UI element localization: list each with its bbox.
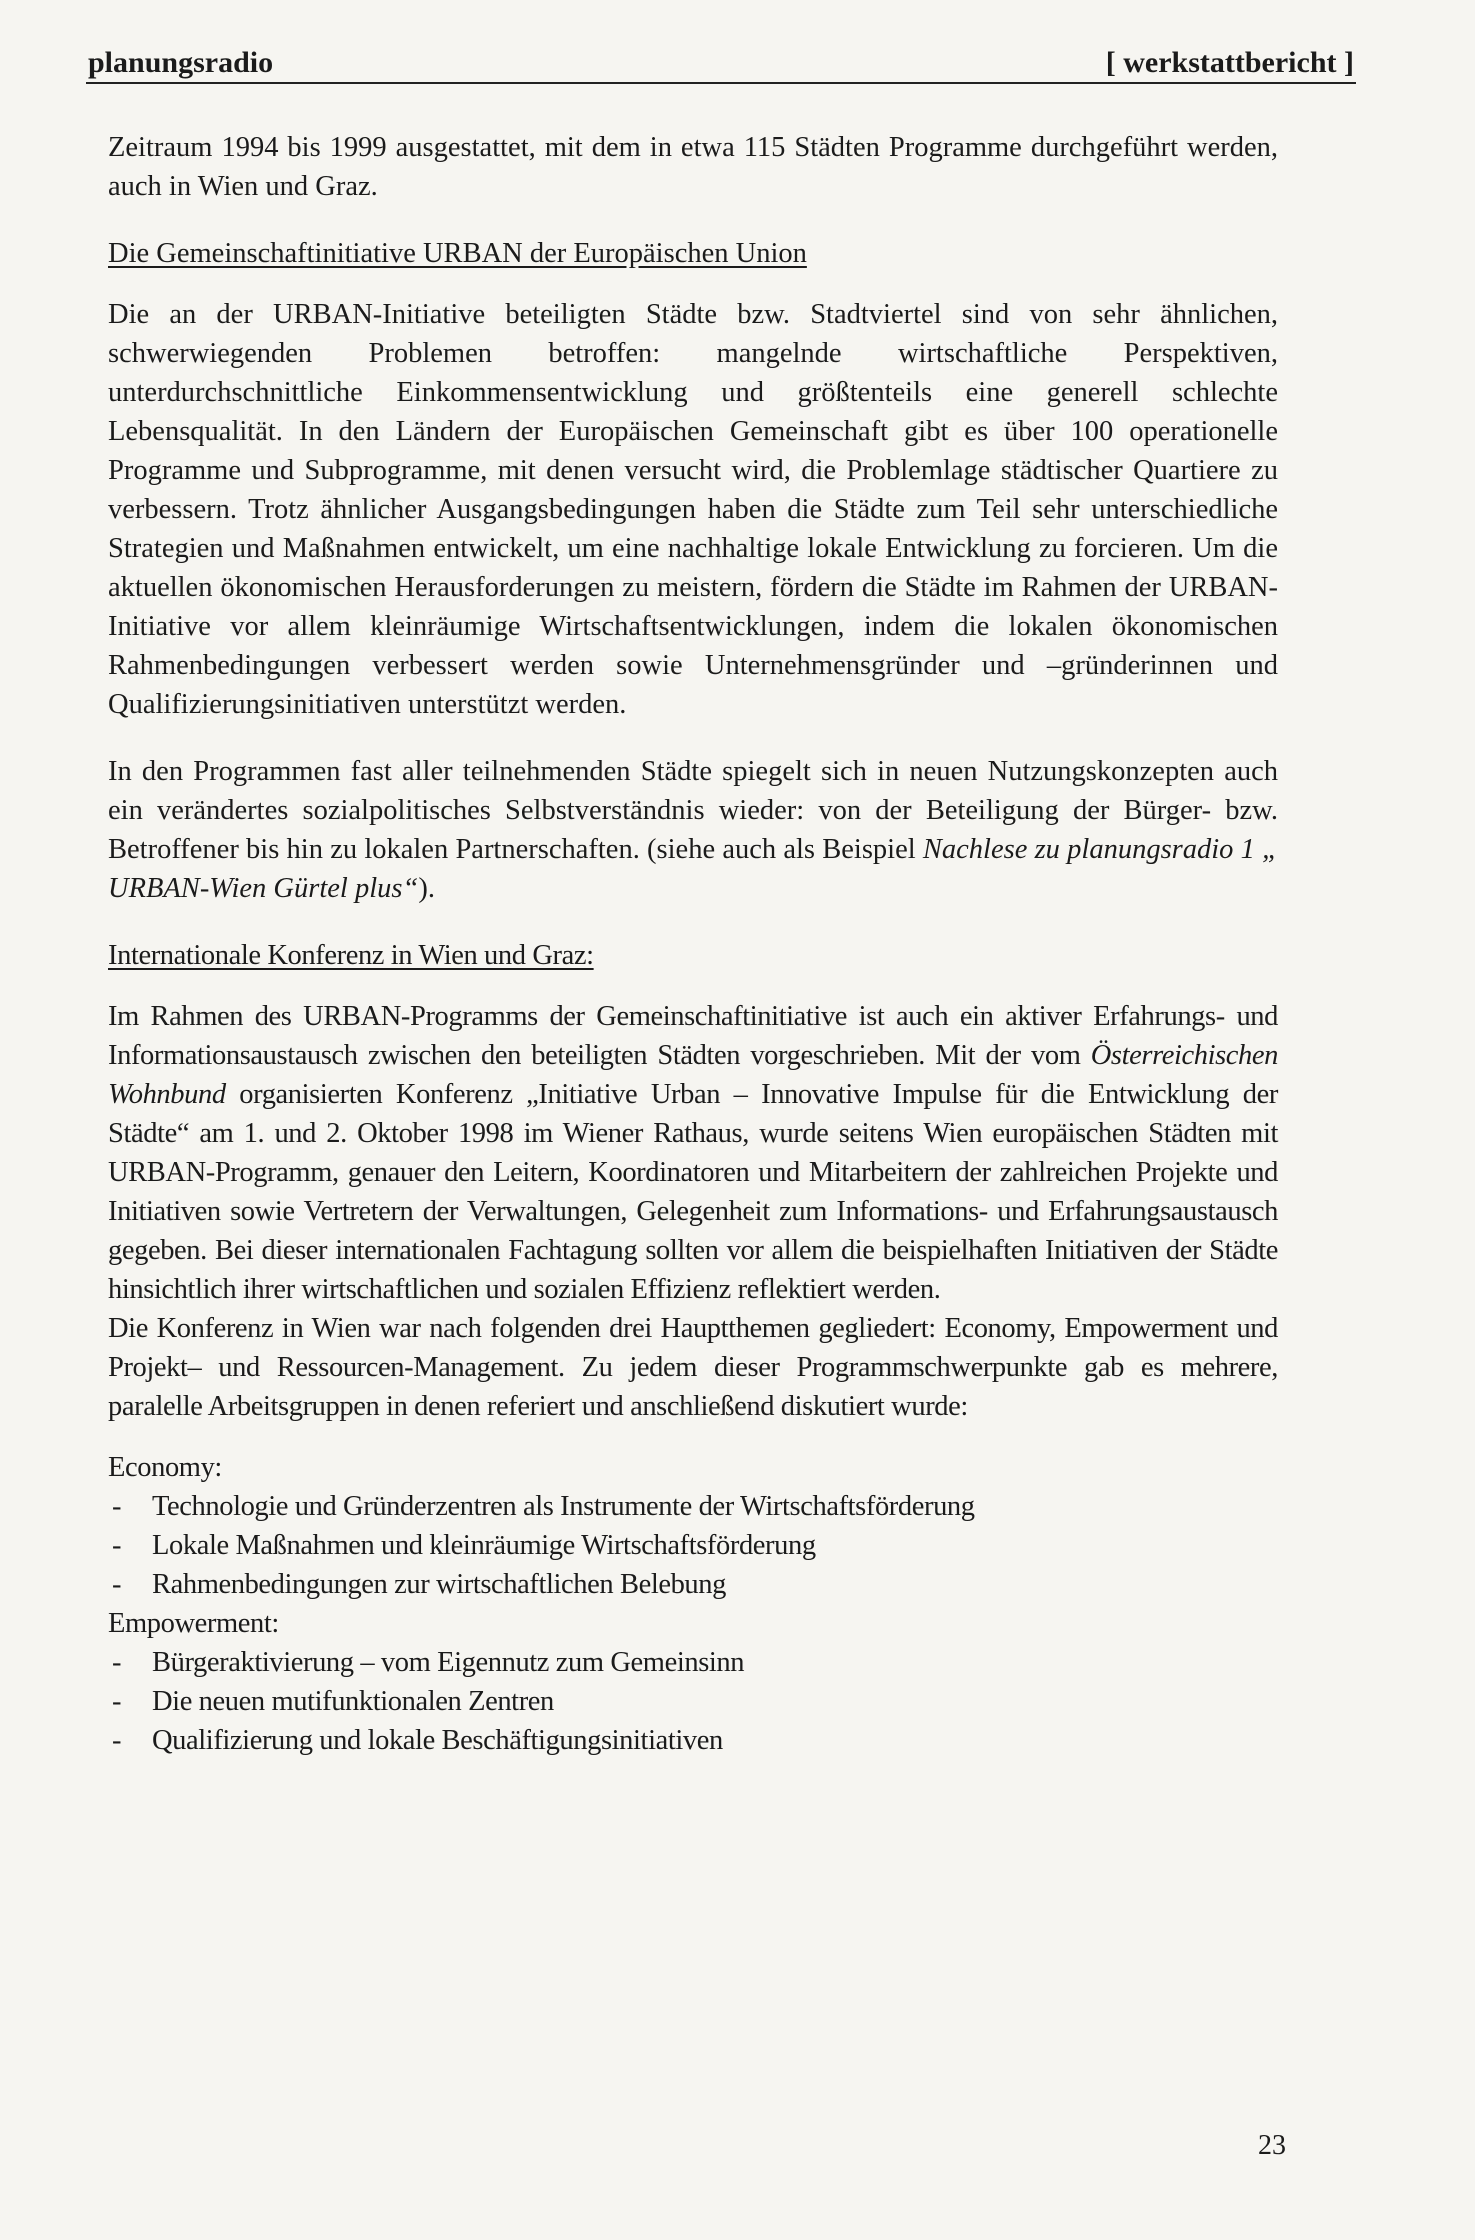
list-item: - Die neuen mutifunktionalen Zentren (108, 1682, 1278, 1721)
economy-list (108, 1487, 1278, 1604)
list-item: - Qualifizierung und lokale Beschäftigungsinitiativen (108, 1721, 1278, 1760)
empowerment-list (108, 1643, 1278, 1760)
page-number: 23 (1258, 2130, 1286, 2161)
section-heading-urban: Die Gemeinschaftinitiative URBAN der Europäischen Union (108, 238, 807, 269)
header-section-label: [ werkstattbericht ] (1105, 46, 1354, 79)
urban-paragraph-2-citation: Nachlese zu planungsradio 1 „ URBAN-Wien Gürtel plus“ (108, 834, 1278, 904)
header-publication-title: planungsradio (88, 46, 274, 79)
list-item: - Bürgeraktivierung – vom Eigennutz zum Gemeinsinn (108, 1643, 1278, 1682)
urban-paragraph-2-text: In den Programmen fast aller teilnehmenden Städte spiegelt sich in neuen Nutzungskonzepten auch ein verändertes sozialpolitisches Selbstverständnis wieder: von der Beteiligung der Bürger- bzw. Betroffener bis hin zu lokalen Partnerschaften. (siehe auch als Beispiel (108, 756, 1278, 865)
list-item: - Technologie und Gründerzentren als Instrumente der Wirtschaftsförderung (108, 1487, 1278, 1526)
urban-paragraph-1: Die an der URBAN-Initiative beteiligten Städte bzw. Stadtviertel sind von sehr ähnlichen, schwerwiegenden Problemen betroffen: mangelnde wirtschaftliche Perspektiven, unterdurchschnittliche Einkommensentwicklung und größtenteils eine generell schlechte Lebensqualität. In den Ländern der Europäischen Gemeinschaft gibt es über 100 operationelle Programme und Subprogramme, mit denen versucht wird, die Problemlage städtischer Quartiere zu verbessern. Trotz ähnlicher Ausgangsbedingungen haben die Städte zum Teil sehr unterschiedliche Strategien und Maßnahmen entwickelt, um eine nachhaltige lokale Entwicklung zu forcieren. Um die aktuellen ökonomischen Herausforderungen zu meistern, fördern die Städte im Rahmen der URBAN-Initiative vor allem kleinräumige Wirtschaftsentwicklungen, indem die lokalen ökonomischen Rahmenbedingungen verbessert werden sowie Unternehmensgründer und –gründerinnen und Qualifizierungsinitiativen unterstützt werden. (108, 299, 1278, 720)
economy-label: Economy: (108, 1452, 222, 1483)
intro-paragraph: Zeitraum 1994 bis 1999 ausgestattet, mit dem in etwa 115 Städten Programme durchgeführt werden, auch in Wien und Graz. (108, 132, 1278, 202)
conference-paragraph-1 (108, 997, 1278, 1309)
conference-paragraph-1-a: Im Rahmen des URBAN-Programms der Gemeinschaftinitiative ist auch ein aktiver Erfahrungs- und Informationsaustausch zwischen den beteiligten Städten vorgeschrieben. Mit der vom (108, 1001, 1278, 1071)
urban-paragraph-2 (108, 752, 1278, 908)
list-item: - Rahmenbedingungen zur wirtschaftlichen Belebung (108, 1565, 1278, 1604)
list-item: - Lokale Maßnahmen und kleinräumige Wirtschaftsförderung (108, 1526, 1278, 1565)
conference-paragraph-2: Die Konferenz in Wien war nach folgenden drei Hauptthemen gegliedert: Economy, Empowerment und Projekt– und Ressourcen-Management. Zu jedem dieser Programmschwerpunkte gab es mehrere, paralelle Arbeitsgruppen in denen referiert und anschließend diskutiert wurde: (108, 1313, 1278, 1422)
urban-paragraph-2-end: ). (418, 873, 435, 904)
conference-paragraph-1-b: organisierten Konferenz „Initiative Urban – Innovative Impulse für die Entwicklung der Städte“ am 1. und 2. Oktober 1998 im Wiener Rathaus, wurde seitens Wien europäischen Städten mit URBAN-Programm, genauer den Leitern, Koordinatoren und Mitarbeitern der zahlreichen Projekte und Initiativen sowie Vertretern der Verwaltungen, Gelegenheit zum Informations- und Erfahrungsaustausch gegeben. Bei dieser internationalen Fachtagung sollten vor allem die beispielhaften Initiativen der Städte hinsichtlich ihrer wirtschaftlichen und sozialen Effizienz reflektiert werden. (108, 1079, 1278, 1305)
conference-block (108, 936, 1278, 1760)
page-content (108, 128, 1278, 1760)
page-header (86, 40, 1356, 84)
conference-organizer: Österreichischen Wohnbund (108, 1040, 1278, 1110)
section-heading-conference: Internationale Konferenz in Wien und Graz: (108, 940, 594, 971)
empowerment-label: Empowerment: (108, 1608, 279, 1639)
